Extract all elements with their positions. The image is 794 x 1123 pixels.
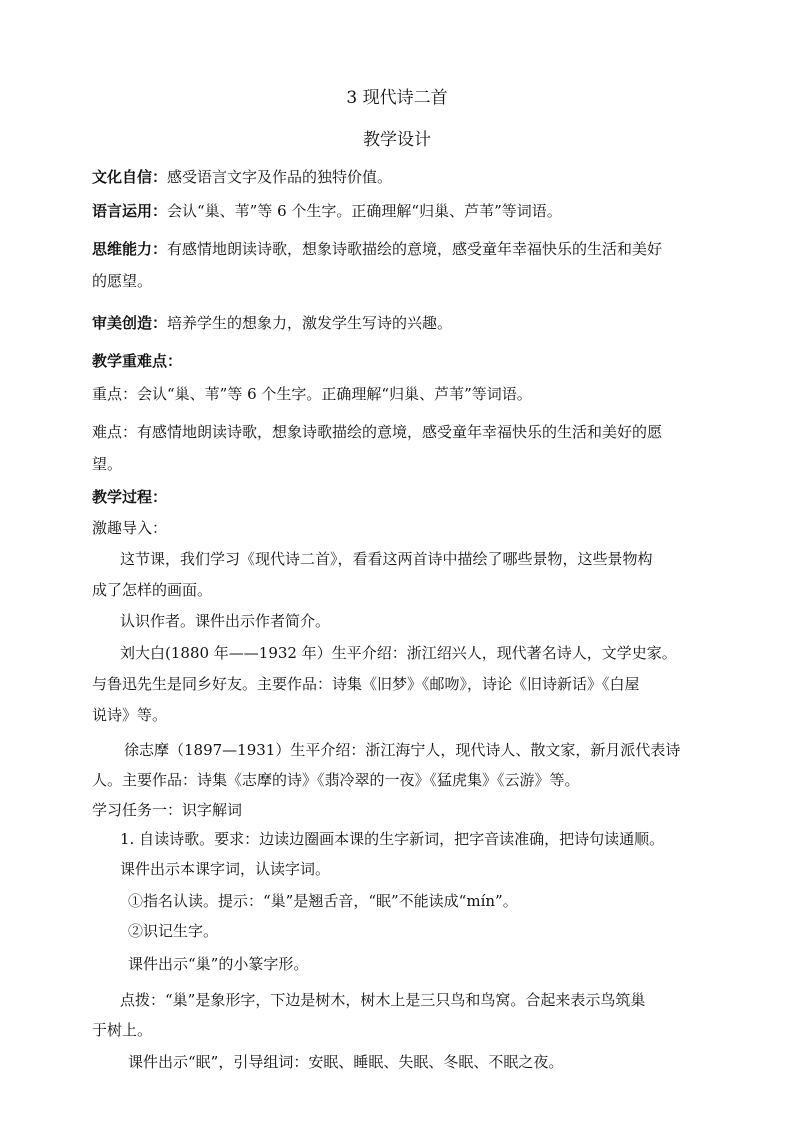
key-points-heading: 教学重难点： <box>92 352 183 370</box>
process-heading: 教学过程： <box>92 488 168 506</box>
objective-culture <box>92 161 704 194</box>
difficult-point: 难点：有感情地朗读诗歌，想象诗歌描绘的意境，感受童年幸福快乐的生活和美好的愿 <box>92 423 663 441</box>
objective-text: 有感情地朗读诗歌，想象诗歌描绘的意境，感受童年幸福快乐的生活和美好 <box>167 240 663 258</box>
tip-paragraph-cont: 于树上。 <box>92 1021 153 1039</box>
objective-text: 培养学生的想象力，激发学生写诗的兴趣。 <box>167 314 453 332</box>
intro-paragraph-cont: 成了怎样的画面。 <box>92 581 213 599</box>
objective-label: 思维能力： <box>92 240 168 258</box>
document-title: 3 现代诗二首 <box>346 88 448 108</box>
objective-label: 审美创造： <box>92 314 168 332</box>
xu-zhimo-bio: 徐志摩（1897—1931）生平介绍：浙江海宁人，现代诗人、散文家，新月派代表诗 <box>124 741 681 759</box>
liu-dabai-bio-cont: 与鲁迅先生是同乡好友。主要作品：诗集《旧梦》《邮吻》，诗论《旧诗新话》《白屋 <box>92 675 640 693</box>
liu-dabai-bio: 刘大白(1880 年——1932 年）生平介绍：浙江绍兴人，现代著名诗人，文学史家。 <box>120 644 677 662</box>
step-courseware: 课件出示本课字词，认读字词。 <box>120 860 331 878</box>
sub-step-read-aloud: ①指名认读。提示：“巢”是翘舌音，“眠”不能读成“mín”。 <box>128 892 518 910</box>
difficult-point-cont: 望。 <box>92 455 123 473</box>
objective-label: 语言运用： <box>92 202 168 220</box>
objective-text: 感受语言文字及作品的独特价值。 <box>167 168 393 186</box>
objective-aesthetic <box>92 307 704 340</box>
xu-zhimo-bio-cont: 人。主要作品：诗集《志摩的诗》《翡冷翠的一夜》《猛虎集》《云游》等。 <box>92 771 580 789</box>
liu-dabai-bio-end: 说诗》等。 <box>92 706 168 724</box>
author-intro: 认识作者。课件出示作者简介。 <box>120 612 331 630</box>
key-point: 重点：会认“巢、苇”等 6 个生字。正确理解“归巢、芦苇”等词语。 <box>92 385 532 403</box>
objective-thinking-cont: 的愿望。 <box>92 272 153 290</box>
objective-label: 文化自信： <box>92 168 168 186</box>
step-self-read: 1. 自读诗歌。要求：边读边圈画本课的生字新词，把字音读准确，把诗句读通顺。 <box>120 830 665 848</box>
intro-heading: 激趣导入： <box>92 519 168 537</box>
sub-step-seal-script: 课件出示“巢”的小篆字形。 <box>128 955 309 973</box>
sub-step-word-group: 课件出示“眠”，引导组词：安眠、睡眠、失眠、冬眠、不眠之夜。 <box>128 1053 564 1071</box>
tip-paragraph: 点拨：“巢”是象形字，下边是树木，树木上是三只鸟和鸟窝。合起来表示鸟筑巢 <box>120 991 646 1009</box>
objective-language <box>92 195 704 228</box>
objective-text: 会认“巢、苇”等 6 个生字。正确理解“归巢、芦苇”等词语。 <box>167 202 562 220</box>
document-subtitle: 教学设计 <box>363 130 431 150</box>
intro-paragraph: 这节课，我们学习《现代诗二首》，看看这两首诗中描绘了哪些景物，这些景物构 <box>120 550 653 568</box>
task-one-heading: 学习任务一：识字解词 <box>92 801 243 819</box>
sub-step-memorize: ②识记生字。 <box>128 922 219 940</box>
objective-thinking <box>92 233 704 266</box>
